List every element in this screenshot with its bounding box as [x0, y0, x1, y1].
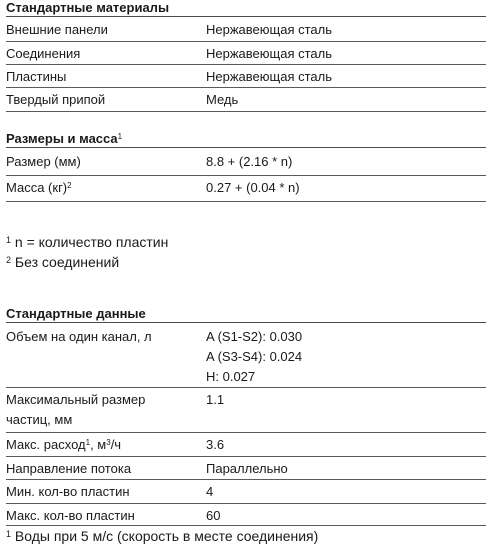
row-label: Объем на один канал, л — [6, 329, 152, 344]
footnote — [6, 527, 486, 545]
row-value: 8.8 + (2.16 * n) — [206, 154, 293, 169]
row-label: Пластины — [6, 69, 67, 84]
row-label-text: Макс. расход — [6, 437, 86, 452]
footnote-text: Воды при 5 м/с (скорость в месте соединения) — [14, 528, 319, 544]
footnote-text: n = количество пластин — [14, 234, 169, 250]
row-label: Соединения — [6, 46, 81, 61]
table-row — [6, 18, 486, 42]
row-label-text: , м — [90, 437, 107, 452]
row-value: Нержавеющая сталь — [206, 69, 332, 84]
dimensions-title-text: Размеры и масса — [6, 131, 118, 146]
footnote-marker: 2 — [67, 181, 72, 190]
materials-title — [6, 0, 486, 17]
row-label: Макс. кол-во пластин — [6, 508, 135, 523]
row-label-text: Масса (кг) — [6, 180, 68, 195]
value-line: A (S1-S2): 0.030 — [206, 329, 303, 344]
label-line: Максимальный размер — [6, 392, 146, 407]
table-row — [6, 150, 486, 176]
table-row — [6, 388, 486, 433]
row-label: Мин. кол-во пластин — [6, 484, 130, 499]
footnote-marker: 1 — [6, 529, 12, 539]
table-row — [6, 42, 486, 65]
row-label: Направление потока — [6, 461, 132, 476]
row-value: 4 — [206, 484, 214, 499]
value-line: H: 0.027 — [206, 369, 256, 384]
table-row — [6, 65, 486, 88]
table-row — [6, 433, 486, 457]
row-value: 60 — [206, 508, 221, 523]
standard-title-text: Стандартные данные — [6, 306, 146, 321]
table-row — [6, 457, 486, 480]
table-row — [6, 176, 486, 202]
row-label: Внешние панели — [6, 22, 108, 37]
row-label: Твердый припой — [6, 92, 106, 107]
row-value: Нержавеющая сталь — [206, 22, 332, 37]
footnote-marker: 2 — [6, 255, 12, 265]
footnote-text: Без соединений — [14, 254, 120, 270]
footnote-marker: 1 — [117, 132, 123, 141]
materials-title-text: Стандартные материалы — [6, 0, 170, 15]
row-value: 3.6 — [206, 437, 225, 452]
value-line: A (S3-S4): 0.024 — [206, 349, 303, 364]
row-label-text: /ч — [110, 437, 122, 452]
standard-title — [6, 306, 486, 323]
footnote-marker: 1 — [85, 438, 91, 447]
table-row — [6, 504, 486, 526]
row-label — [6, 391, 196, 431]
table-row — [6, 480, 486, 504]
footnote — [6, 233, 486, 251]
dimensions-title — [6, 131, 486, 148]
row-value: Нержавеющая сталь — [206, 46, 332, 61]
label-line: частиц, мм — [6, 412, 73, 427]
footnote — [6, 253, 486, 271]
row-value: Медь — [206, 92, 239, 107]
row-label — [6, 436, 196, 453]
row-value: Параллельно — [206, 461, 288, 476]
superscript: 3 — [106, 438, 111, 447]
table-row — [6, 325, 486, 388]
row-value: 0.27 + (0.04 * n) — [206, 180, 300, 195]
table-row — [6, 88, 486, 112]
row-value — [206, 328, 486, 388]
row-value: 1.1 — [206, 392, 225, 407]
row-label — [6, 179, 196, 196]
footnote-marker: 1 — [6, 235, 12, 245]
row-label: Размер (мм) — [6, 154, 81, 169]
